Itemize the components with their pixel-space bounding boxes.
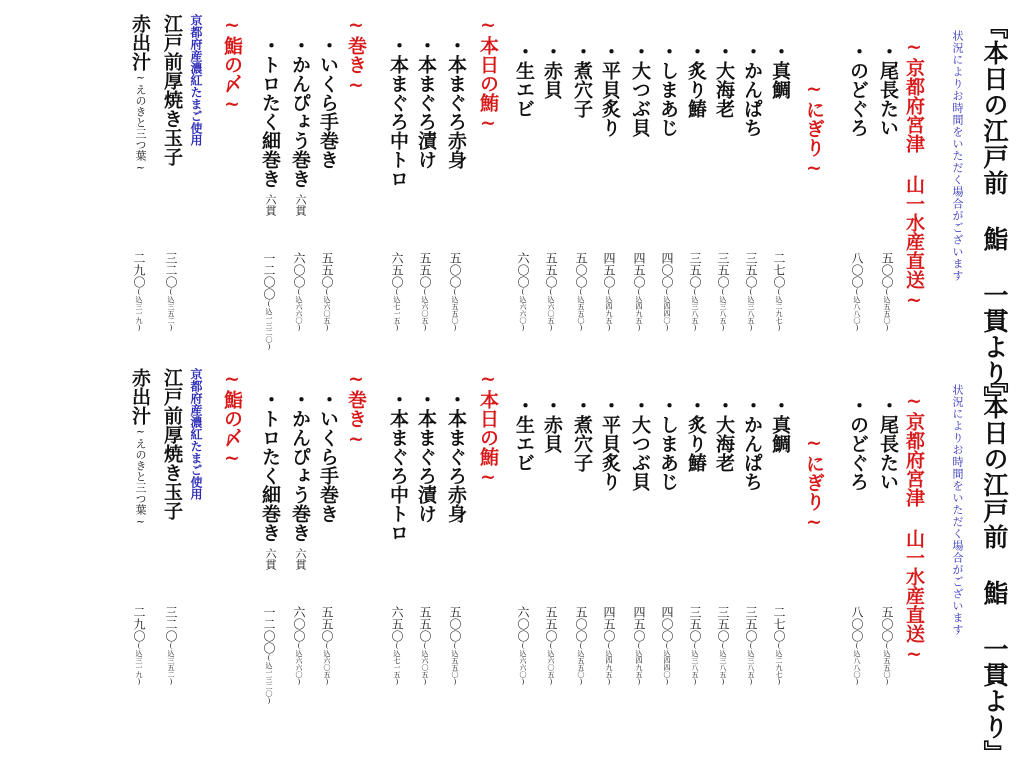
- price-value: 五〇〇: [448, 606, 462, 642]
- item-price: [851, 252, 863, 332]
- price-value: 八〇〇: [850, 606, 864, 642]
- item-price: [449, 606, 461, 686]
- item-name: ・赤貝: [541, 396, 563, 453]
- price-tax-included: (込三八五): [747, 288, 755, 332]
- menu-item: [260, 390, 279, 570]
- menu-item: [878, 42, 897, 137]
- item-price: [717, 252, 729, 332]
- item-price: [881, 252, 893, 332]
- item-name: ・しまあじ: [657, 396, 679, 491]
- item-name: ・のどぐろ: [847, 42, 869, 137]
- item-name: ・かんぴょう巻き: [289, 36, 311, 188]
- item-price: [293, 252, 305, 332]
- item-name: ~にぎり~: [803, 432, 825, 533]
- item-price: [661, 252, 673, 332]
- menu-title: 『本日の江戸前 鮨 一貫より』: [980, 368, 1009, 766]
- price-value: 五〇〇: [880, 606, 894, 642]
- price-value: 五五〇: [320, 606, 334, 642]
- price-tax-included: (込六〇五): [547, 288, 555, 332]
- section-heading: [346, 368, 365, 450]
- menu-item: [162, 14, 181, 166]
- price-tax-included: (込三五二): [167, 642, 175, 686]
- menu-item: [686, 396, 705, 472]
- menu-item: [848, 396, 867, 491]
- price-value: 六〇〇: [292, 606, 306, 642]
- price-tax-included: (込四四〇): [663, 642, 671, 686]
- price-tax-included: (込五五〇): [883, 642, 891, 686]
- item-price: [449, 252, 461, 332]
- item-name: ・尾長たい: [877, 396, 899, 491]
- menu-item: [630, 396, 649, 491]
- menu-item: [658, 42, 677, 137]
- item-price: [321, 606, 333, 686]
- ingredient-note: [190, 368, 202, 500]
- item-count: 六貫: [294, 548, 307, 570]
- price-tax-included: (込三一九): [135, 642, 143, 686]
- price-value: 五五〇: [320, 252, 334, 288]
- item-price: [881, 606, 893, 686]
- price-value: 三二〇: [164, 606, 178, 642]
- item-price: [517, 252, 529, 332]
- item-name: ・本まぐろ漬け: [415, 36, 437, 169]
- menu-item: [290, 36, 309, 216]
- price-tax-included: (込五五〇): [577, 288, 585, 332]
- price-value: 四五〇: [632, 606, 646, 642]
- item-name: ・真鯛: [769, 42, 791, 99]
- price-value: 三五〇: [744, 606, 758, 642]
- menu-item: [290, 390, 309, 570]
- item-name: ~鮨の〆~: [221, 14, 243, 115]
- price-tax-included: (込七一五): [393, 288, 401, 332]
- price-tax-included: (込五五〇): [451, 642, 459, 686]
- item-name: ・大海老: [713, 42, 735, 118]
- item-name: ~本日の鮪~: [477, 14, 499, 134]
- item-price: [545, 606, 557, 686]
- price-value: 五五〇: [544, 252, 558, 288]
- item-name: ~本日の鮪~: [477, 368, 499, 488]
- item-name: ~巻き~: [345, 368, 367, 450]
- item-name: ・真鯛: [769, 396, 791, 453]
- section-heading: [804, 78, 823, 179]
- item-price: [321, 252, 333, 332]
- availability-note: 状況によりお時間をいただく場合がございます: [951, 384, 964, 636]
- price-value: 二九〇: [132, 252, 146, 288]
- price-tax-included: (込八八〇): [853, 288, 861, 332]
- price-value: 五〇〇: [448, 252, 462, 288]
- price-value: 三二〇: [164, 252, 178, 288]
- menu-item: [714, 396, 733, 472]
- item-price: [689, 606, 701, 686]
- item-price: [133, 606, 145, 686]
- item-name: ~にぎり~: [803, 78, 825, 179]
- menu-item: [542, 396, 561, 453]
- price-tax-included: (込六〇五): [421, 642, 429, 686]
- menu-item: [514, 42, 533, 118]
- price-value: 六〇〇: [516, 606, 530, 642]
- price-tax-included: (込三八五): [691, 288, 699, 332]
- menu-item: [600, 396, 619, 491]
- item-price: [575, 252, 587, 332]
- item-price: [165, 252, 177, 332]
- item-name: ・本まぐろ赤身: [445, 36, 467, 169]
- menu-item: [848, 42, 867, 137]
- price-value: 五五〇: [418, 606, 432, 642]
- price-tax-included: (込六六〇): [519, 288, 527, 332]
- price-tax-included: (込一三二〇): [265, 300, 273, 351]
- menu-item: [770, 42, 789, 99]
- section-heading: [804, 432, 823, 533]
- price-tax-included: (込五五〇): [577, 642, 585, 686]
- price-value: 五〇〇: [880, 252, 894, 288]
- item-count: 六貫: [264, 548, 277, 570]
- section-heading: [222, 368, 241, 469]
- section-heading: [478, 368, 497, 488]
- price-tax-included: (込四九五): [605, 642, 613, 686]
- price-tax-included: (込五五〇): [451, 288, 459, 332]
- item-price: [603, 252, 615, 332]
- item-name: ・トロたく細巻き: [259, 390, 281, 542]
- item-subtitle: ~えのきと三つ葉~: [134, 71, 147, 174]
- item-count: 六貫: [264, 194, 277, 216]
- price-value: 一二〇〇: [262, 606, 276, 654]
- price-tax-included: (込六〇五): [323, 288, 331, 332]
- menu-item: [318, 390, 337, 523]
- price-value: 三五〇: [716, 606, 730, 642]
- price-value: 六五〇: [390, 252, 404, 288]
- item-price: [391, 606, 403, 686]
- item-name: 江戸前厚焼き玉子: [161, 14, 183, 166]
- price-tax-included: (込七一五): [393, 642, 401, 686]
- menu-item: [416, 390, 435, 523]
- menu-item: [260, 36, 279, 216]
- item-name: 京都府産濃紅たまご使用: [189, 368, 203, 500]
- menu-item: [572, 396, 591, 472]
- item-name: ・本まぐろ中トロ: [387, 36, 409, 188]
- menu-item: [600, 42, 619, 137]
- item-name: ・本まぐろ漬け: [415, 390, 437, 523]
- menu-item: [742, 396, 761, 491]
- item-name: ~巻き~: [345, 14, 367, 96]
- price-tax-included: (込一三二〇): [265, 654, 273, 705]
- item-name: ・大つぶ貝: [629, 396, 651, 491]
- item-subtitle: ~えのきと三つ葉~: [134, 425, 147, 528]
- price-value: 三五〇: [744, 252, 758, 288]
- item-price: [773, 606, 785, 686]
- price-tax-included: (込三八五): [691, 642, 699, 686]
- menu-item: [388, 390, 407, 542]
- price-tax-included: (込六六〇): [295, 642, 303, 686]
- menu-item: [542, 42, 561, 99]
- item-name: ・平貝炙り: [599, 42, 621, 137]
- item-price: [165, 606, 177, 686]
- price-tax-included: (込六〇五): [547, 642, 555, 686]
- item-price: [133, 252, 145, 332]
- price-value: 八〇〇: [850, 252, 864, 288]
- price-value: 二七〇: [772, 606, 786, 642]
- price-value: 三五〇: [688, 606, 702, 642]
- item-name: ~京都府宮津 山一水産直送~: [903, 36, 925, 311]
- item-price: [263, 252, 275, 351]
- menu-item: [318, 36, 337, 169]
- menu-item: [742, 42, 761, 137]
- price-value: 一二〇〇: [262, 252, 276, 300]
- item-price: [419, 252, 431, 332]
- menu-item: [446, 390, 465, 523]
- section-heading: [478, 14, 497, 134]
- price-tax-included: (込六〇五): [421, 288, 429, 332]
- item-price: [517, 606, 529, 686]
- item-price: [391, 252, 403, 332]
- menu-panel: [0, 354, 1024, 766]
- price-tax-included: (込二九七): [775, 288, 783, 332]
- item-price: [633, 252, 645, 332]
- price-value: 五〇〇: [574, 606, 588, 642]
- item-name: ・大海老: [713, 396, 735, 472]
- item-name: ・しまあじ: [657, 42, 679, 137]
- price-value: 二七〇: [772, 252, 786, 288]
- price-value: 三五〇: [716, 252, 730, 288]
- item-count: 六貫: [294, 194, 307, 216]
- item-name: 赤出汁: [129, 368, 151, 425]
- menu-item: [714, 42, 733, 118]
- price-tax-included: (込三八五): [719, 288, 727, 332]
- item-name: ・生エビ: [513, 42, 535, 118]
- price-value: 六五〇: [390, 606, 404, 642]
- item-name: 江戸前厚焼き玉子: [161, 368, 183, 520]
- price-tax-included: (込三一九): [135, 288, 143, 332]
- item-name: ・炙り鰆: [685, 42, 707, 118]
- item-name: ~京都府宮津 山一水産直送~: [903, 390, 925, 665]
- item-price: [851, 606, 863, 686]
- price-tax-included: (込四九五): [605, 288, 613, 332]
- price-tax-included: (込六六〇): [295, 288, 303, 332]
- item-name: ・かんぱち: [741, 42, 763, 137]
- item-name: ・かんぴょう巻き: [289, 390, 311, 542]
- item-name: ・炙り鰆: [685, 396, 707, 472]
- menu-item: [130, 368, 149, 528]
- item-name: ・いくら手巻き: [317, 36, 339, 169]
- price-value: 四五〇: [602, 252, 616, 288]
- item-name: ・煮穴子: [571, 42, 593, 118]
- item-name: ・本まぐろ中トロ: [387, 390, 409, 542]
- menu-item: [388, 36, 407, 188]
- price-value: 五五〇: [544, 606, 558, 642]
- item-name: ・平貝炙り: [599, 396, 621, 491]
- menu-item: [630, 42, 649, 137]
- menu-item: [658, 396, 677, 491]
- item-name: 赤出汁: [129, 14, 151, 71]
- section-heading: [904, 36, 923, 311]
- item-name: ・生エビ: [513, 396, 535, 472]
- item-name: ・本まぐろ赤身: [445, 390, 467, 523]
- price-tax-included: (込八八〇): [853, 642, 861, 686]
- item-price: [745, 252, 757, 332]
- item-name: ・かんぱち: [741, 396, 763, 491]
- item-price: [263, 606, 275, 705]
- item-price: [545, 252, 557, 332]
- menu-item: [130, 14, 149, 174]
- menu-item: [416, 36, 435, 169]
- item-name: ・尾長たい: [877, 42, 899, 137]
- price-tax-included: (込五五〇): [883, 288, 891, 332]
- price-tax-included: (込六六〇): [519, 642, 527, 686]
- item-name: ・のどぐろ: [847, 396, 869, 491]
- price-tax-included: (込二九七): [775, 642, 783, 686]
- price-value: 四五〇: [602, 606, 616, 642]
- price-value: 六〇〇: [516, 252, 530, 288]
- menu-item: [686, 42, 705, 118]
- ingredient-note: [190, 14, 202, 146]
- item-price: [293, 606, 305, 686]
- menu-item: [514, 396, 533, 472]
- item-name: ・大つぶ貝: [629, 42, 651, 137]
- price-value: 六〇〇: [292, 252, 306, 288]
- item-price: [661, 606, 673, 686]
- menu-item: [770, 396, 789, 453]
- price-value: 二九〇: [132, 606, 146, 642]
- section-heading: [346, 14, 365, 96]
- item-price: [745, 606, 757, 686]
- item-name: ・いくら手巻き: [317, 390, 339, 523]
- availability-note: 状況によりお時間をいただく場合がございます: [951, 30, 964, 282]
- section-heading: [222, 14, 241, 115]
- price-tax-included: (込三五二): [167, 288, 175, 332]
- item-price: [689, 252, 701, 332]
- price-tax-included: (込六〇五): [323, 642, 331, 686]
- menu-title: 『本日の江戸前 鮨 一貫より』: [980, 14, 1009, 412]
- price-tax-included: (込三八五): [747, 642, 755, 686]
- price-value: 五〇〇: [574, 252, 588, 288]
- price-value: 四五〇: [632, 252, 646, 288]
- item-name: ・トロたく細巻き: [259, 36, 281, 188]
- price-value: 三五〇: [688, 252, 702, 288]
- item-price: [419, 606, 431, 686]
- item-price: [633, 606, 645, 686]
- item-name: ~鮨の〆~: [221, 368, 243, 469]
- section-heading: [904, 390, 923, 665]
- price-value: 五五〇: [418, 252, 432, 288]
- menu-item: [162, 368, 181, 520]
- item-price: [575, 606, 587, 686]
- item-price: [717, 606, 729, 686]
- price-tax-included: (込四四〇): [663, 288, 671, 332]
- price-tax-included: (込四九五): [635, 642, 643, 686]
- item-price: [773, 252, 785, 332]
- item-name: ・煮穴子: [571, 396, 593, 472]
- price-tax-included: (込四九五): [635, 288, 643, 332]
- item-name: ・赤貝: [541, 42, 563, 99]
- price-tax-included: (込三八五): [719, 642, 727, 686]
- price-value: 四〇〇: [660, 606, 674, 642]
- item-price: [603, 606, 615, 686]
- menu-item: [572, 42, 591, 118]
- menu-item: [446, 36, 465, 169]
- menu-item: [878, 396, 897, 491]
- item-name: 京都府産濃紅たまご使用: [189, 14, 203, 146]
- price-value: 四〇〇: [660, 252, 674, 288]
